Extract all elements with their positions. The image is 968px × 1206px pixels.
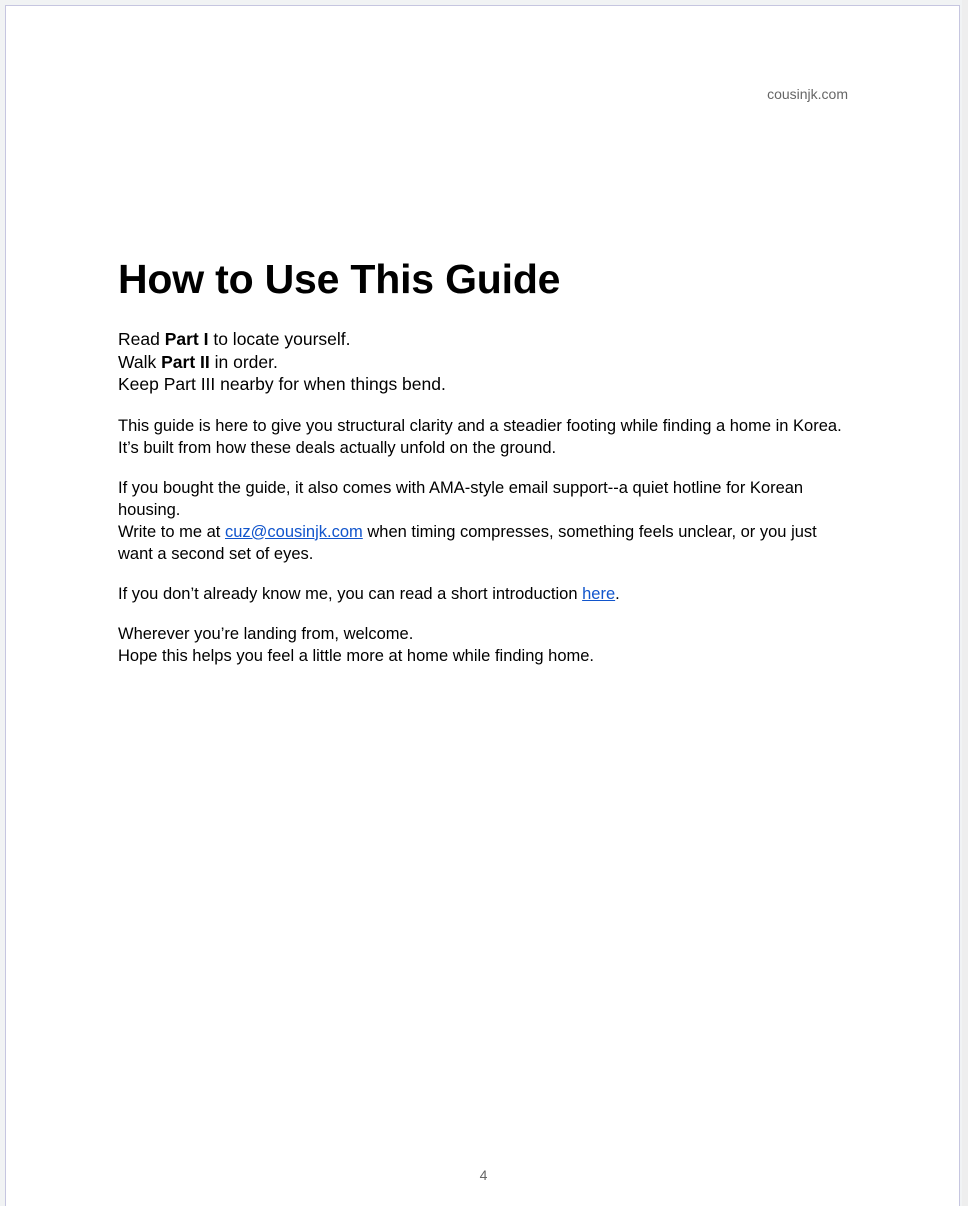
clarity-paragraph [118,415,848,459]
introduction-here-link[interactable]: here [582,584,616,603]
part-ii-label: Part II [161,351,210,372]
page-content [118,253,848,685]
welcome-line-2: Hope this helps you feel a little more at home while finding home. [118,646,595,665]
intro-line-1-before: Read [118,329,165,349]
support-paragraph [118,477,848,565]
intro-line-3: Keep Part III nearby for when things bend. [118,374,446,394]
clarity-line-1: This guide is here to give you structural clarity and a steadier footing while finding a home in Korea. [118,416,842,435]
support-before-link: Write to me at [118,522,225,541]
part-i-label: Part I [164,329,209,349]
intro-line-2 [118,351,848,374]
support-sentence-2 [118,521,848,565]
email-link[interactable]: cuz@cousinjk.com [224,522,363,541]
intro-line-2-before: Walk [118,351,162,372]
introduction-before-link: If you don’t already know me, you can read a short introduction [118,584,583,603]
support-sentence-1: If you bought the guide, it also comes with AMA-style email support--a quiet hotline for Korean housing. [118,478,804,519]
viewer-scroll-gutter [962,0,968,1206]
intro-line-2-after: in order. [209,351,278,372]
welcome-line-1: Wherever you’re landing from, welcome. [118,624,414,643]
introduction-after-link: . [615,584,620,603]
introduction-paragraph [118,583,848,605]
intro-paragraph [118,328,848,396]
page-title: How to Use This Guide [118,256,561,302]
welcome-paragraph [118,623,848,667]
intro-line-1-after: to locate yourself. [208,329,351,349]
document-page [5,5,960,1206]
intro-line-1 [118,328,848,351]
page-number: 4 [479,1167,488,1183]
clarity-line-2: It’s built from how these deals actually unfold on the ground. [118,438,557,457]
header-site-name: cousinjk.com [767,86,848,102]
support-after-link: when timing compresses, something feels unclear, or you just want a second set of eyes. [118,522,817,563]
